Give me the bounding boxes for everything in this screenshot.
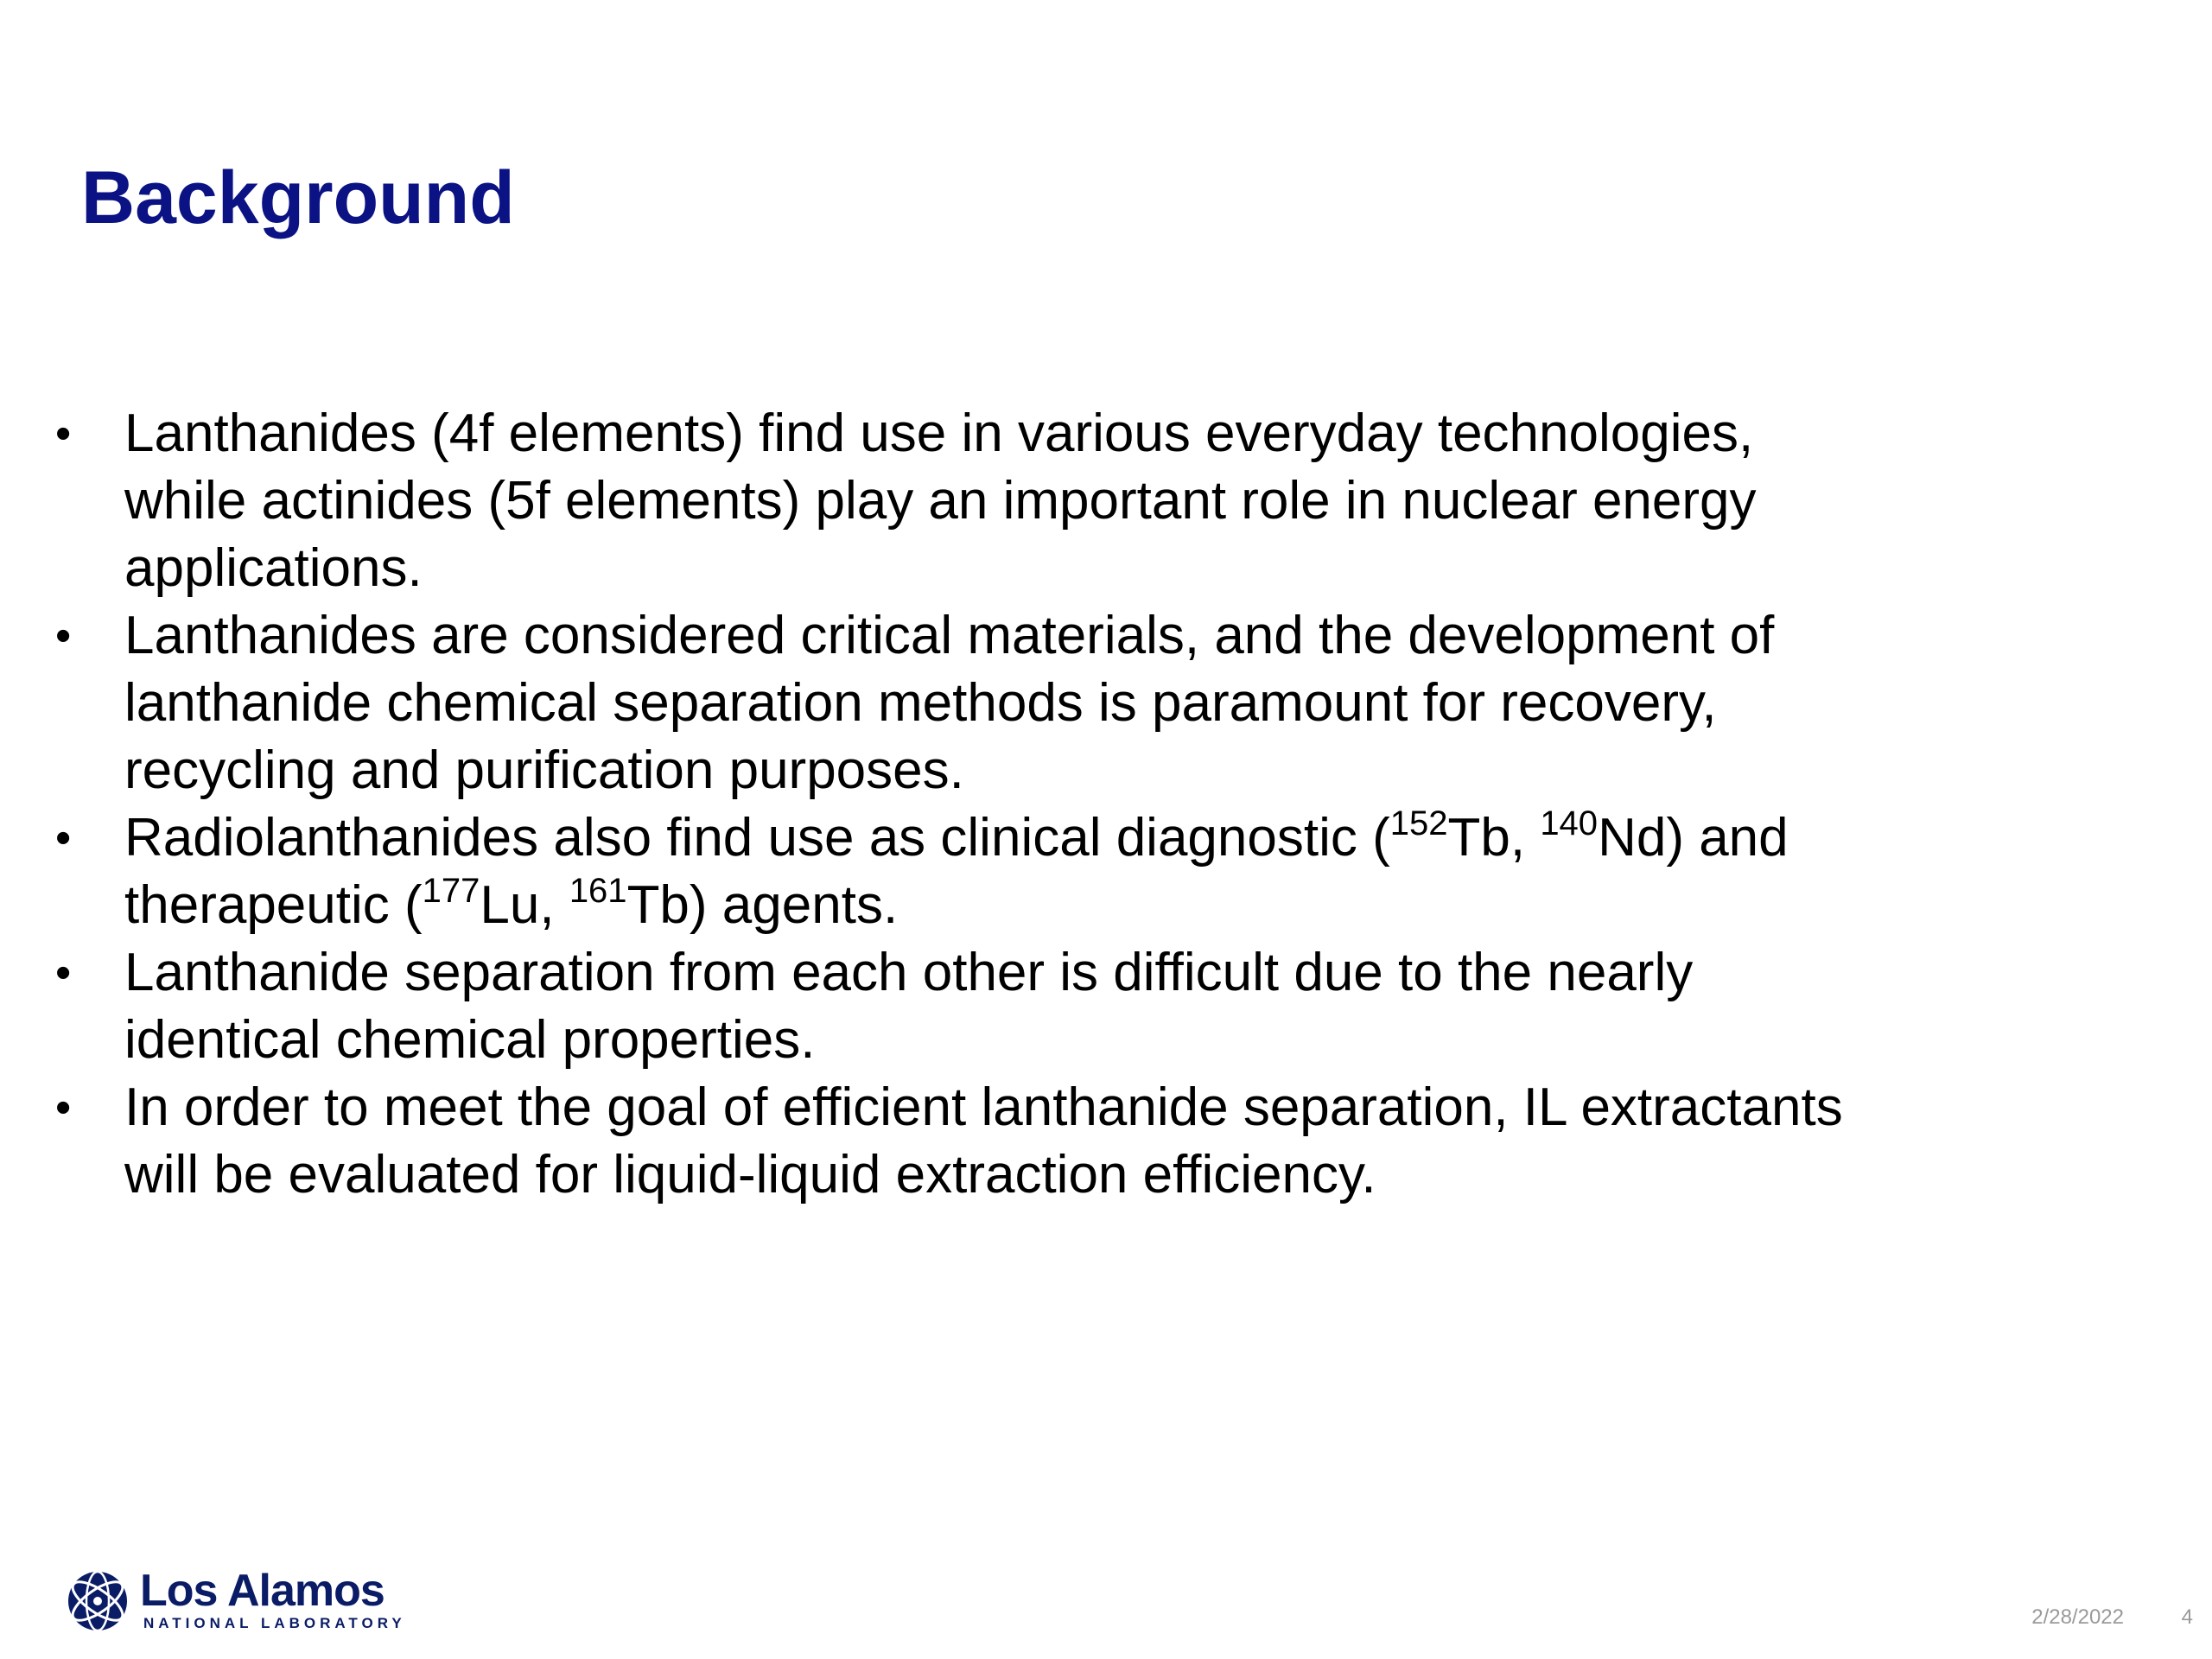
bullet-text: while actinides (5f elements) play an important role in nuclear energy — [124, 471, 1757, 531]
bullet-text: lanthanide chemical separation methods is paramount for recovery, — [124, 673, 1717, 733]
bullet-line — [124, 1141, 2037, 1209]
footer-date: 2/28/2022 — [2031, 1605, 2124, 1629]
bullet-item — [50, 1074, 2037, 1209]
bullet-dot-icon: • — [55, 1083, 72, 1133]
los-alamos-globe-logo-icon — [66, 1569, 130, 1633]
bullet-text: Tb) agents. — [626, 875, 899, 935]
bullet-dot-icon: • — [55, 409, 72, 459]
bullet-text: will be evaluated for liquid-liquid extraction efficiency. — [124, 1145, 1376, 1205]
bullet-line — [124, 467, 2037, 535]
bullet-text: identical chemical properties. — [124, 1010, 816, 1070]
bullet-text: Nd) and — [1598, 808, 1789, 868]
bullet-text: therapeutic ( — [124, 875, 423, 935]
bullet-line — [124, 939, 2037, 1007]
slide-title: Background — [81, 156, 515, 239]
bullet-line — [124, 670, 2037, 737]
bullet-dot-icon: • — [55, 611, 72, 661]
bullet-text: recycling and purification purposes. — [124, 741, 964, 800]
bullet-text: Radiolanthanides also find use as clinical diagnostic ( — [124, 808, 1390, 868]
bullet-line — [124, 1007, 2037, 1074]
bullet-list — [50, 400, 2037, 1209]
bullet-item — [50, 400, 2037, 602]
bullet-text: Lanthanides (4f elements) find use in various everyday technologies, — [124, 404, 1754, 463]
bullet-line — [124, 872, 2037, 939]
logo-subtitle: NATIONAL LABORATORY — [143, 1615, 406, 1631]
bullet-item — [50, 804, 2037, 939]
isotope-mass-number: 177 — [422, 872, 480, 910]
bullet-text: Tb, — [1447, 808, 1541, 868]
bullet-text: applications. — [124, 538, 423, 598]
bullet-text: In order to meet the goal of efficient lanthanide separation, IL extractants — [124, 1077, 1843, 1137]
bullet-line — [124, 804, 2037, 872]
isotope-mass-number: 140 — [1540, 804, 1599, 842]
isotope-mass-number: 152 — [1389, 804, 1448, 842]
isotope-mass-number: 161 — [569, 872, 627, 910]
lab-logo — [66, 1566, 406, 1633]
bullet-text: Lu, — [480, 875, 569, 935]
bullet-text: Lanthanides are considered critical materials, and the development of — [124, 606, 1775, 665]
bullet-dot-icon: • — [55, 813, 72, 863]
logo-wordmark: Los Alamos — [140, 1566, 385, 1616]
bullet-text: Lanthanide separation from each other is difficult due to the nearly — [124, 943, 1694, 1002]
bullet-line — [124, 1074, 2037, 1141]
bullet-line — [124, 602, 2037, 670]
page-number: 4 — [2181, 1605, 2193, 1629]
bullet-line — [124, 535, 2037, 602]
bullet-item — [50, 939, 2037, 1074]
bullet-line — [124, 737, 2037, 804]
bullet-item — [50, 602, 2037, 804]
bullet-line — [124, 400, 2037, 467]
bullet-dot-icon: • — [55, 948, 72, 998]
